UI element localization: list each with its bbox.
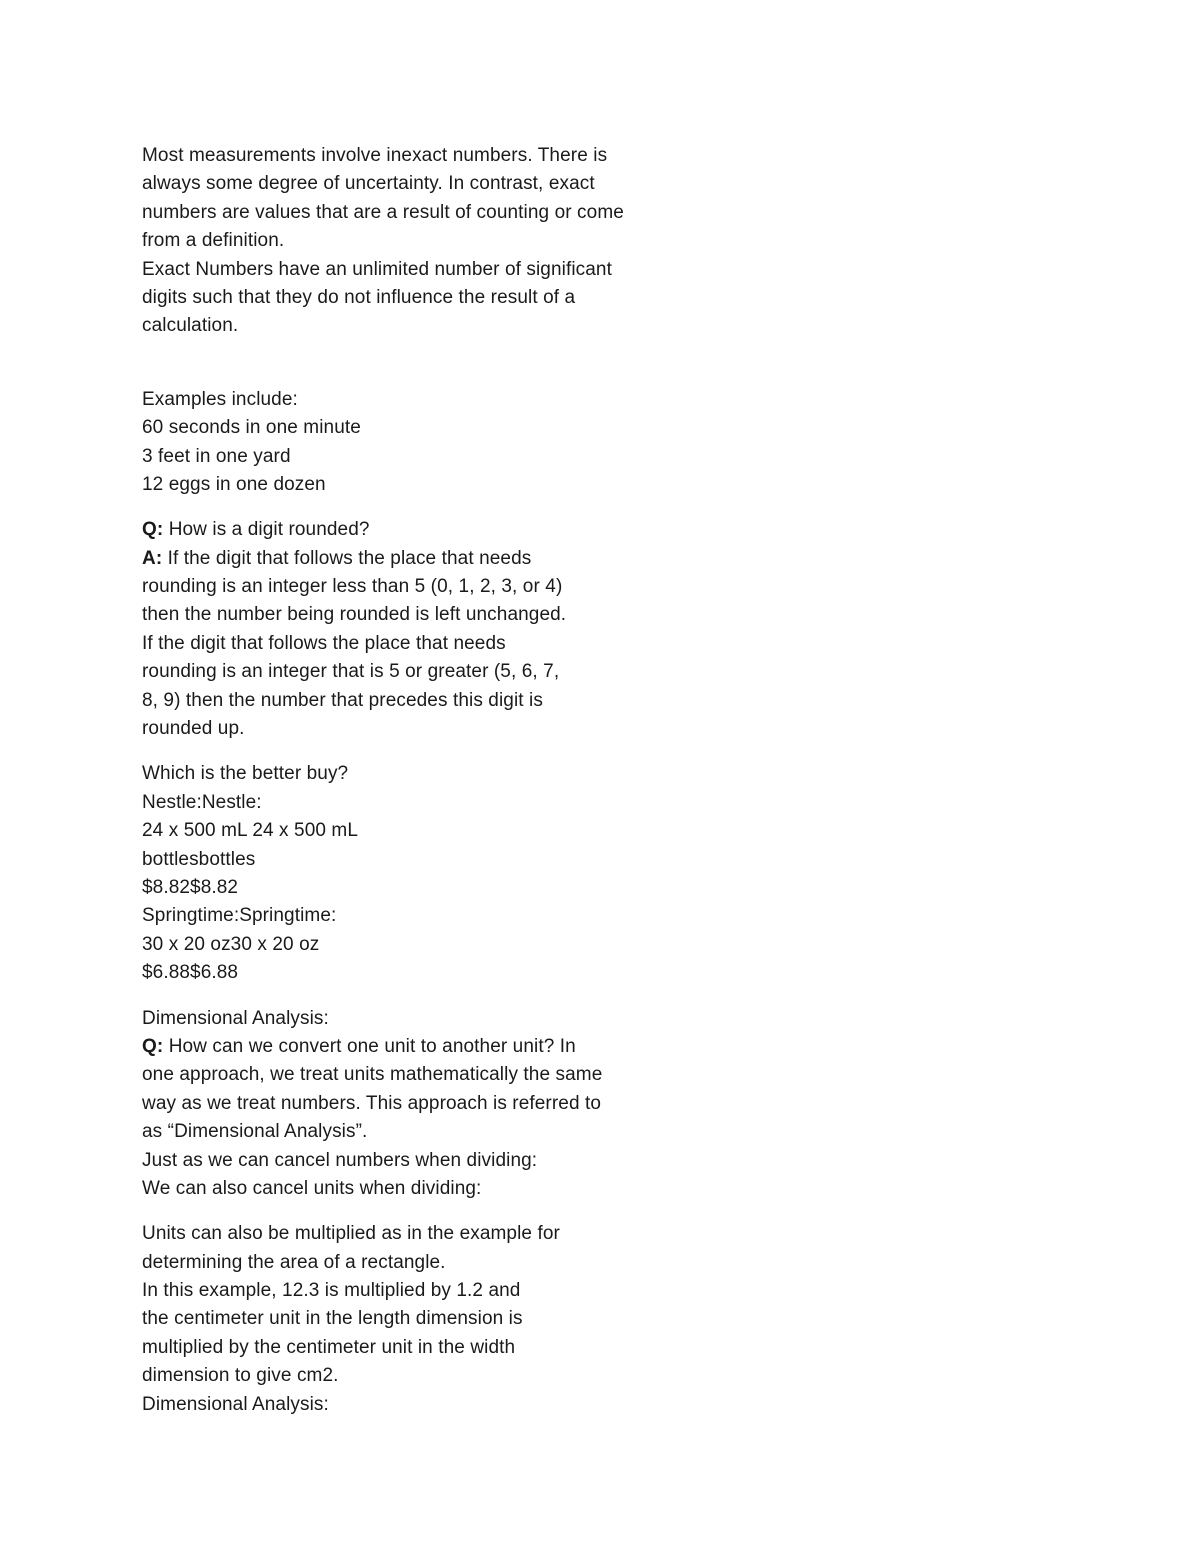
- intro-line: Most measurements involve inexact numbers. There is: [142, 145, 608, 166]
- intro-line: Exact Numbers have an unlimited number of significant: [142, 258, 612, 280]
- answer-line: rounding is an integer less than 5 (0, 1, 2, 3, or 4): [142, 576, 563, 598]
- better-buy-line: bottlesbottles: [142, 848, 256, 870]
- intro-line: digits such that they do not influence the result of a: [142, 286, 576, 308]
- example-item: 60 seconds in one minute: [142, 417, 361, 439]
- answer-line: then the number being rounded is left unchanged.: [142, 604, 567, 626]
- example-item: 12 eggs in one dozen: [142, 473, 326, 495]
- q-label: Q:: [142, 1035, 164, 1057]
- spacer: [142, 1203, 662, 1220]
- rounding-section: [142, 516, 662, 743]
- units-line: Units can also be multiplied as in the example for: [142, 1223, 560, 1245]
- intro-paragraph: [142, 142, 662, 341]
- better-buy-line: Nestle:Nestle:: [142, 791, 262, 813]
- intro-line: from a definition.: [142, 230, 285, 252]
- answer-line: rounded up.: [142, 718, 245, 740]
- a-label: A:: [142, 547, 163, 569]
- better-buy-line: 24 x 500 mL 24 x 500 mL: [142, 820, 359, 842]
- better-buy-line: Springtime:Springtime:: [142, 905, 337, 927]
- dimensional-line: We can also cancel units when dividing:: [142, 1177, 482, 1199]
- dimensional-question: [142, 1033, 662, 1061]
- answer-text: If the digit that follows the place that needs: [162, 547, 532, 569]
- examples-heading: Examples include:: [142, 388, 298, 410]
- intro-line: always some degree of uncertainty. In contrast, exact: [142, 173, 595, 195]
- units-line: Dimensional Analysis:: [142, 1393, 329, 1415]
- examples-section: [142, 386, 662, 500]
- rounding-answer-first: [142, 545, 662, 573]
- answer-line: If the digit that follows the place that needs: [142, 632, 506, 654]
- units-line: determining the area of a rectangle.: [142, 1251, 446, 1273]
- example-item: 3 feet in one yard: [142, 445, 291, 467]
- units-section: [142, 1220, 662, 1419]
- units-line: dimension to give cm2.: [142, 1365, 339, 1387]
- spacer: [142, 499, 662, 516]
- text-column: [142, 142, 662, 1419]
- dimensional-line: way as we treat numbers. This approach is referred to: [142, 1092, 602, 1114]
- dimensional-section: [142, 1005, 662, 1204]
- spacer: [142, 988, 662, 1005]
- better-buy-line: $8.82$8.82: [142, 876, 239, 898]
- q-label: Q:: [142, 519, 164, 541]
- answer-line: 8, 9) then the number that precedes this digit is: [142, 689, 543, 711]
- intro-line: calculation.: [142, 315, 239, 337]
- better-buy-line: $6.88$6.88: [142, 962, 239, 984]
- units-line: the centimeter unit in the length dimension is: [142, 1308, 523, 1330]
- better-buy-line: 30 x 20 oz30 x 20 oz: [142, 933, 320, 955]
- spacer: [142, 743, 662, 760]
- dimensional-heading: Dimensional Analysis:: [142, 1007, 329, 1029]
- question-text: How is a digit rounded?: [163, 519, 370, 541]
- better-buy-section: [142, 760, 662, 987]
- dimensional-line: as “Dimensional Analysis”.: [142, 1121, 368, 1143]
- question-text: How can we convert one unit to another unit? In: [163, 1035, 576, 1057]
- spacer: [142, 341, 662, 386]
- better-buy-heading: Which is the better buy?: [142, 763, 349, 785]
- answer-line: rounding is an integer that is 5 or greater (5, 6, 7,: [142, 661, 560, 683]
- units-line: multiplied by the centimeter unit in the width: [142, 1336, 516, 1358]
- units-line: In this example, 12.3 is multiplied by 1.2 and: [142, 1280, 521, 1302]
- intro-line: numbers are values that are a result of counting or come: [142, 201, 624, 223]
- rounding-question: [142, 516, 662, 544]
- dimensional-line: one approach, we treat units mathematically the same: [142, 1064, 603, 1086]
- dimensional-line: Just as we can cancel numbers when dividing:: [142, 1149, 538, 1171]
